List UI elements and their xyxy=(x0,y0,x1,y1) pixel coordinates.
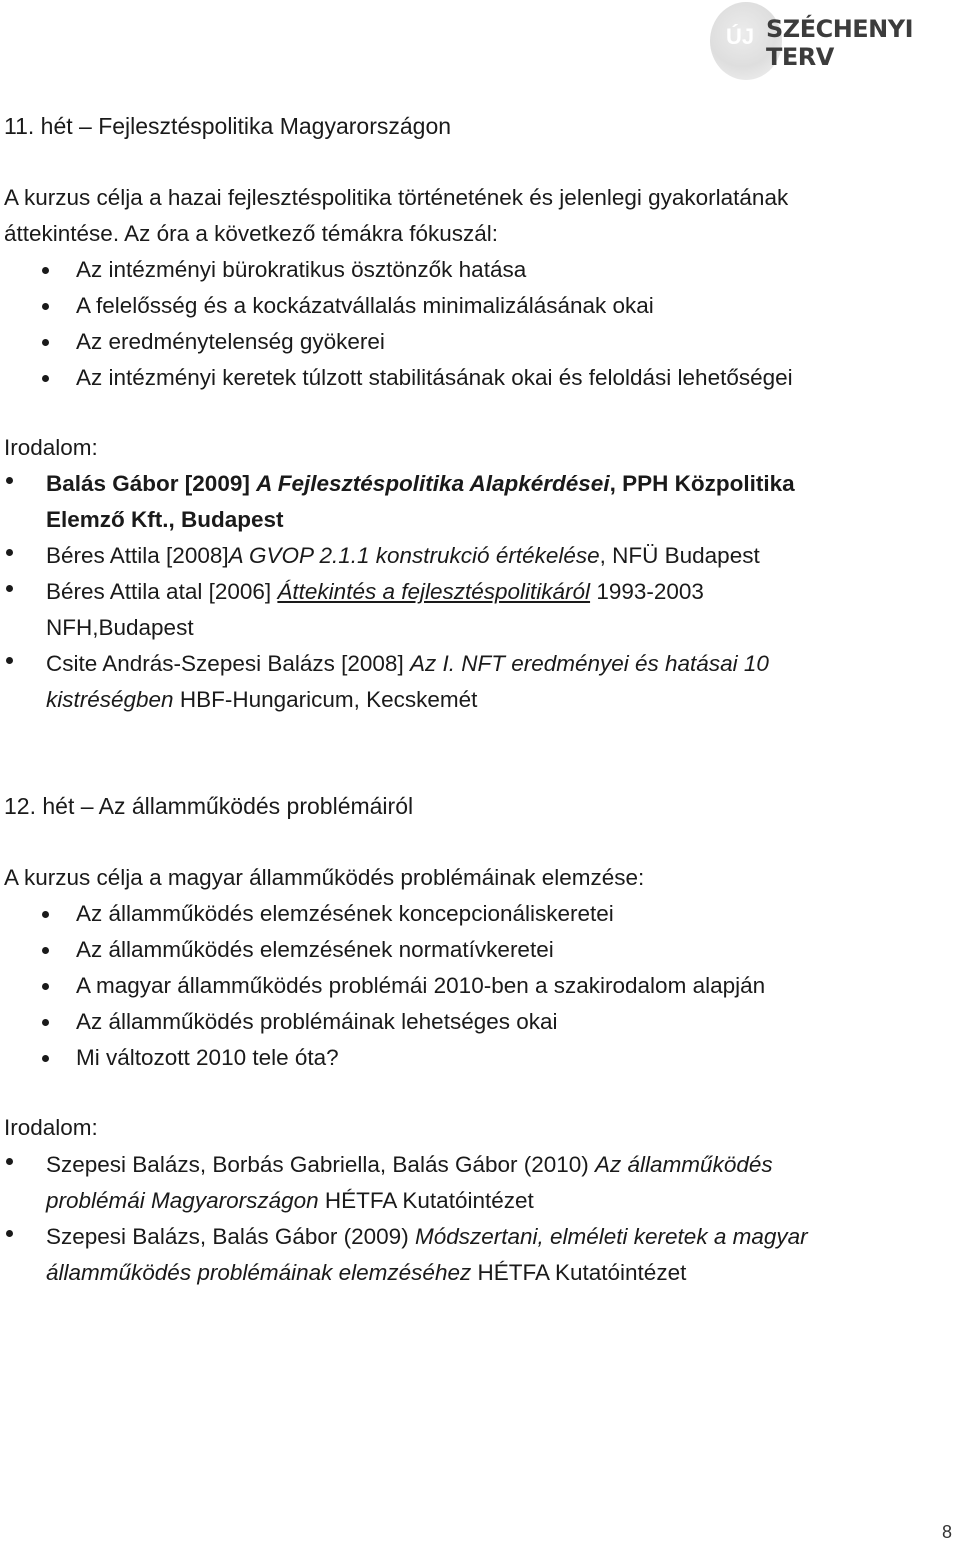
logo-wordmark: SZÉCHENYI TERV xyxy=(766,15,914,71)
bullet-icon xyxy=(6,549,13,556)
list-item: A magyar államműködés problémái 2010-ben a szakirodalom alapján xyxy=(4,968,765,1004)
reference-item: Szepesi Balázs, Borbás Gabriella, Balás Gábor (2010) Az államműködés problémái Magyarországon HÉTFA Kutatóintézet xyxy=(4,1147,946,1219)
list-item: Az államműködés elemzésének koncepcionáliskeretei xyxy=(4,896,765,932)
list-item: Mi változott 2010 tele óta? xyxy=(4,1040,765,1076)
week11-reference-list xyxy=(4,466,946,718)
bullet-icon xyxy=(6,585,13,592)
list-item: A felelősség és a kockázatvállalás minimalizálásának okai xyxy=(4,288,793,324)
week11-intro: A kurzus célja a hazai fejlesztéspolitika történetének és jelenlegi gyakorlatának áttekintése. Az óra a következő témákra fókuszál: xyxy=(4,185,789,246)
bullet-icon xyxy=(42,947,49,954)
bullet-icon xyxy=(42,1019,49,1026)
week12-topic-list xyxy=(4,896,765,1076)
list-item: Az államműködés problémáinak lehetséges okai xyxy=(4,1004,765,1040)
bullet-icon xyxy=(6,657,13,664)
week11-title: 11. hét – Fejlesztéspolitika Magyarországon xyxy=(4,113,452,139)
week12-intro: A kurzus célja a magyar államműködés problémáinak elemzése: xyxy=(4,865,645,890)
page-number: 8 xyxy=(941,1522,952,1542)
bullet-icon xyxy=(42,303,49,310)
bullet-icon xyxy=(6,1158,13,1165)
bullet-icon xyxy=(42,375,49,382)
reference-item: Béres Attila [2008]A GVOP 2.1.1 konstrukció értékelése, NFÜ Budapest xyxy=(4,538,946,574)
bullet-icon xyxy=(42,983,49,990)
week12-reference-list xyxy=(4,1147,946,1291)
reference-item: Szepesi Balázs, Balás Gábor (2009) Módszertani, elméleti keretek a magyar államműködés problémáinak elemzéséhez HÉTFA Kutatóintézet xyxy=(4,1219,946,1291)
bullet-icon xyxy=(42,267,49,274)
bullet-icon xyxy=(42,339,49,346)
list-item: Az intézményi bürokratikus ösztönzők hatása xyxy=(4,252,793,288)
bullet-icon xyxy=(42,1055,49,1062)
bullet-icon xyxy=(6,477,13,484)
week11-literature-heading: Irodalom: xyxy=(4,435,98,460)
reference-item: Balás Gábor [2009] A Fejlesztéspolitika Alapkérdései, PPH Közpolitika Elemző Kft., Budapest xyxy=(4,466,946,538)
reference-item: Csite András-Szepesi Balázs [2008] Az I. NFT eredményei és hatásai 10 kistréségben HBF-Hungaricum, Kecskemét xyxy=(4,646,946,718)
list-item: Az államműködés elemzésének normatívkeretei xyxy=(4,932,765,968)
bullet-icon xyxy=(42,911,49,918)
bullet-icon xyxy=(6,1230,13,1237)
logo-mark-text: ÚJ xyxy=(725,24,755,49)
list-item: Az eredménytelenség gyökerei xyxy=(4,324,793,360)
list-item: Az intézményi keretek túlzott stabilitásának okai és feloldási lehetőségei xyxy=(4,360,793,396)
reference-item: Béres Attila atal [2006] Áttekintés a fejlesztéspolitikáról 1993-2003 NFH,Budapest xyxy=(4,574,946,646)
week11-topic-list xyxy=(4,252,793,396)
szechenyi-terv-logo xyxy=(702,0,960,84)
week12-title: 12. hét – Az államműködés problémáiról xyxy=(4,793,414,819)
week12-literature-heading: Irodalom: xyxy=(4,1115,98,1140)
